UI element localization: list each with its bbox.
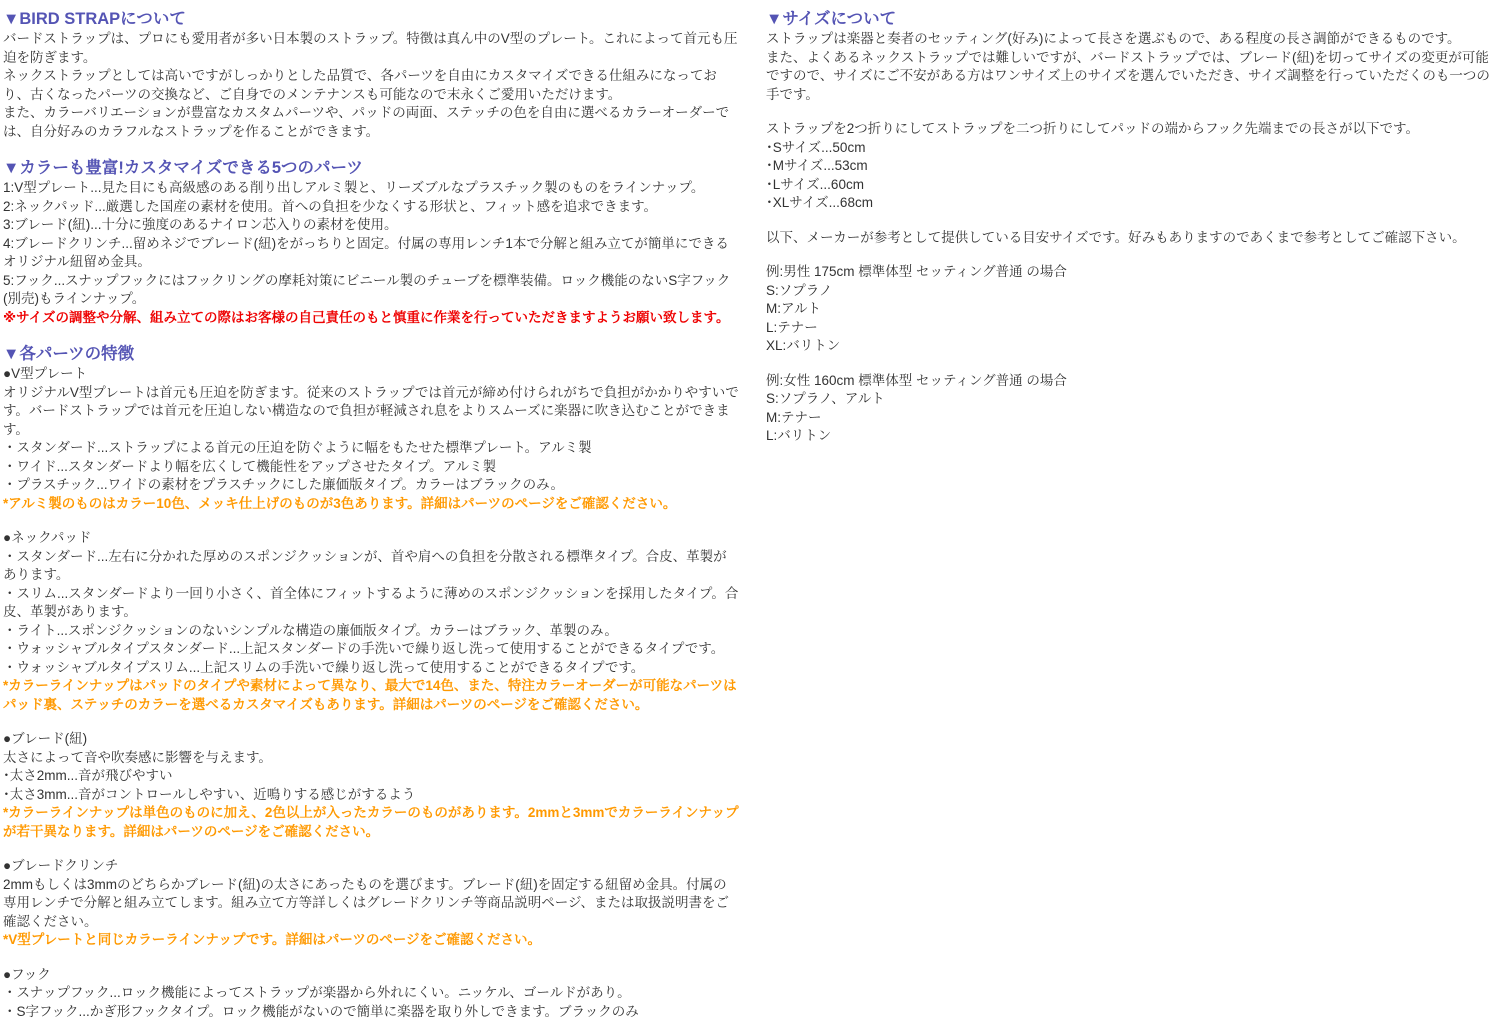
text-line: ･Lサイズ...60cm (766, 176, 1498, 195)
line-gap (766, 247, 1498, 263)
line-gap (3, 327, 740, 343)
text-line: ･Mサイズ...53cm (766, 157, 1498, 176)
text-line: ・ウォッシャブルタイプスタンダード...上記スタンダードの手洗いで繰り返し洗って使用することができるタイプです。 (3, 640, 740, 659)
text-line: ･XLサイズ...68cm (766, 194, 1498, 213)
text-line: M:アルト (766, 300, 1498, 319)
text-line: ●V型プレート (3, 365, 740, 384)
text-line: 2mmもしくは3mmのどちらかブレード(紐)の太さにあったものを選びます。ブレード(紐)を固定する紐留め金具。付属の専用レンチで分解と組み立てします。組み立て方等詳しくはグレードクリンチ等商品説明ページ、または取扱説明書をご確認ください。 (3, 876, 740, 932)
text-line: ・プラスチック...ワイドの素材をプラスチックにした廉価版タイプ。カラーはブラックのみ。 (3, 476, 740, 495)
warning-note: ※サイズの調整や分解、組み立ての際はお客様の自己責任のもと慎重に作業を行っていただきますようお願い致します。 (3, 309, 740, 328)
text-line: ・スナップフック...ロック機能によってストラップが楽器から外れにくい。ニッケル、ゴールドがあり。 (3, 984, 740, 1003)
text-line: ストラップは楽器と奏者のセッティング(好み)によって長さを選ぶもので、ある程度の長さ調節ができるものです。 (766, 30, 1498, 49)
text-line: L:テナー (766, 319, 1498, 338)
text-line: ・S字フック...かぎ形フックタイプ。ロック機能がないので簡単に楽器を取り外しできます。ブラックのみ (3, 1003, 740, 1021)
line-gap (3, 714, 740, 730)
section-heading: ▼カラーも豊富!カスタマイズできる5つのパーツ (3, 157, 740, 179)
text-line: ･太さ2mm...音が飛びやすい (3, 767, 740, 786)
line-gap (766, 356, 1498, 372)
text-line: S:ソプラノ (766, 282, 1498, 301)
text-line: S:ソプラノ、アルト (766, 390, 1498, 409)
text-line: ●フック (3, 966, 740, 985)
text-line: 太さによって音や吹奏感に影響を与えます。 (3, 749, 740, 768)
text-line: ･太さ3mm...音がコントロールしやすい、近鳴りする感じがするよう (3, 786, 740, 805)
text-line: ネックストラップとしては高いですがしっかりとした品質で、各パーツを自由にカスタマイズできる仕組みになっており、古くなったパーツの交換など、ご自身でのメンテナンスも可能なので末永くご愛用いただけます。 (3, 67, 740, 104)
text-line: 例:女性 160cm 標準体型 セッティング普通 の場合 (766, 372, 1498, 391)
color-note: *V型プレートと同じカラーラインナップです。詳細はパーツのページをご確認ください。 (3, 931, 740, 950)
text-line: ･Sサイズ...50cm (766, 139, 1498, 158)
color-note: *アルミ製のものはカラー10色、メッキ仕上げのものが3色あります。詳細はパーツのページをご確認ください。 (3, 495, 740, 514)
text-line: 4:ブレードクリンチ...留めネジでブレード(紐)をがっちりと固定。付属の専用レンチ1本で分解と組み立てが簡単にできるオリジナル紐留め金具。 (3, 235, 740, 272)
text-line: L:バリトン (766, 427, 1498, 446)
text-line: ・ウォッシャブルタイプスリム...上記スリムの手洗いで繰り返し洗って使用することができるタイプです。 (3, 659, 740, 678)
line-gap (3, 841, 740, 857)
text-line: また、よくあるネックストラップでは難しいですが、バードストラップでは、ブレード(紐)を切ってサイズの変更が可能ですので、サイズにご不安がある方はワンサイズ上のサイズを選んでいただき、サイズ調整を行っていただくのも一つの手です。 (766, 49, 1498, 105)
text-line: ・ワイド...スタンダードより幅を広くして機能性をアップさせたタイプ。アルミ製 (3, 458, 740, 477)
section-heading: ▼各パーツの特徴 (3, 343, 740, 365)
text-line: ストラップを2つ折りにしてストラップを二つ折りにしてパッドの端からフック先端までの長さが以下です。 (766, 120, 1498, 139)
text-line: ●ネックパッド (3, 529, 740, 548)
text-line: ●ブレード(紐) (3, 730, 740, 749)
text-line: オリジナルV型プレートは首元も圧迫を防ぎます。従来のストラップでは首元が締め付けられがちで負担がかかりやすいです。バードストラップでは首元を圧迫しない構造なので負担が軽減され息をよりスムーズに楽器に吹き込むことができます。 (3, 384, 740, 440)
text-line: 3:ブレード(紐)...十分に強度のあるナイロン芯入りの素材を使用。 (3, 216, 740, 235)
right-column (766, 8, 1498, 446)
text-line: ・スタンダード...ストラップによる首元の圧迫を防ぐように幅をもたせた標準プレート。アルミ製 (3, 439, 740, 458)
text-line: ・スタンダード...左右に分かれた厚めのスポンジクッションが、首や肩への負担を分散される標準タイプ。合皮、革製があります。 (3, 548, 740, 585)
left-column (3, 8, 740, 1021)
section-heading: ▼サイズについて (766, 8, 1498, 30)
text-line: ●ブレードクリンチ (3, 857, 740, 876)
line-gap (766, 104, 1498, 120)
text-line: XL:バリトン (766, 337, 1498, 356)
line-gap (3, 513, 740, 529)
text-line: また、カラーバリエーションが豊富なカスタムパーツや、パッドの両面、ステッチの色を自由に選べるカラーオーダーでは、自分好みのカラフルなストラップを作ることができます。 (3, 104, 740, 141)
line-gap (766, 213, 1498, 229)
text-line: バードストラップは、プロにも愛用者が多い日本製のストラップ。特徴は真ん中のV型のプレート。これによって首元も圧迫を防ぎます。 (3, 30, 740, 67)
text-line: 2:ネックパッド...厳選した国産の素材を使用。首への負担を少なくする形状と、フィット感を追求できます。 (3, 198, 740, 217)
text-line: 以下、メーカーが参考として提供している目安サイズです。好みもありますのであくまで参考としてご確認下さい。 (766, 229, 1498, 248)
text-line: 例:男性 175cm 標準体型 セッティング普通 の場合 (766, 263, 1498, 282)
text-line: 1:V型プレート...見た目にも高級感のある削り出しアルミ製と、リーズブルなプラスチック製のものをラインナップ。 (3, 179, 740, 198)
line-gap (3, 950, 740, 966)
text-line: ・ライト...スポンジクッションのないシンプルな構造の廉価版タイプ。カラーはブラック、革製のみ。 (3, 622, 740, 641)
text-line: M:テナー (766, 409, 1498, 428)
section-heading: ▼BIRD STRAPについて (3, 8, 740, 30)
line-gap (3, 141, 740, 157)
color-note: *カラーラインナップはパッドのタイプや素材によって異なり、最大で14色、また、特注カラーオーダーが可能なパーツはパッド裏、ステッチのカラーを選べるカスタマイズもあります。詳細はパーツのページをご確認ください。 (3, 677, 740, 714)
text-line: 5:フック...スナップフックにはフックリングの摩耗対策にビニール製のチューブを標準装備。ロック機能のないS字フック(別売)もラインナップ。 (3, 272, 740, 309)
color-note: *カラーラインナップは単色のものに加え、2色以上が入ったカラーのものがあります。2mmと3mmでカラーラインナップが若干異なります。詳細はパーツのページをご確認ください。 (3, 804, 740, 841)
text-line: ・スリム...スタンダードより一回り小さく、首全体にフィットするように薄めのスポンジクッションを採用したタイプ。合皮、革製があります。 (3, 585, 740, 622)
